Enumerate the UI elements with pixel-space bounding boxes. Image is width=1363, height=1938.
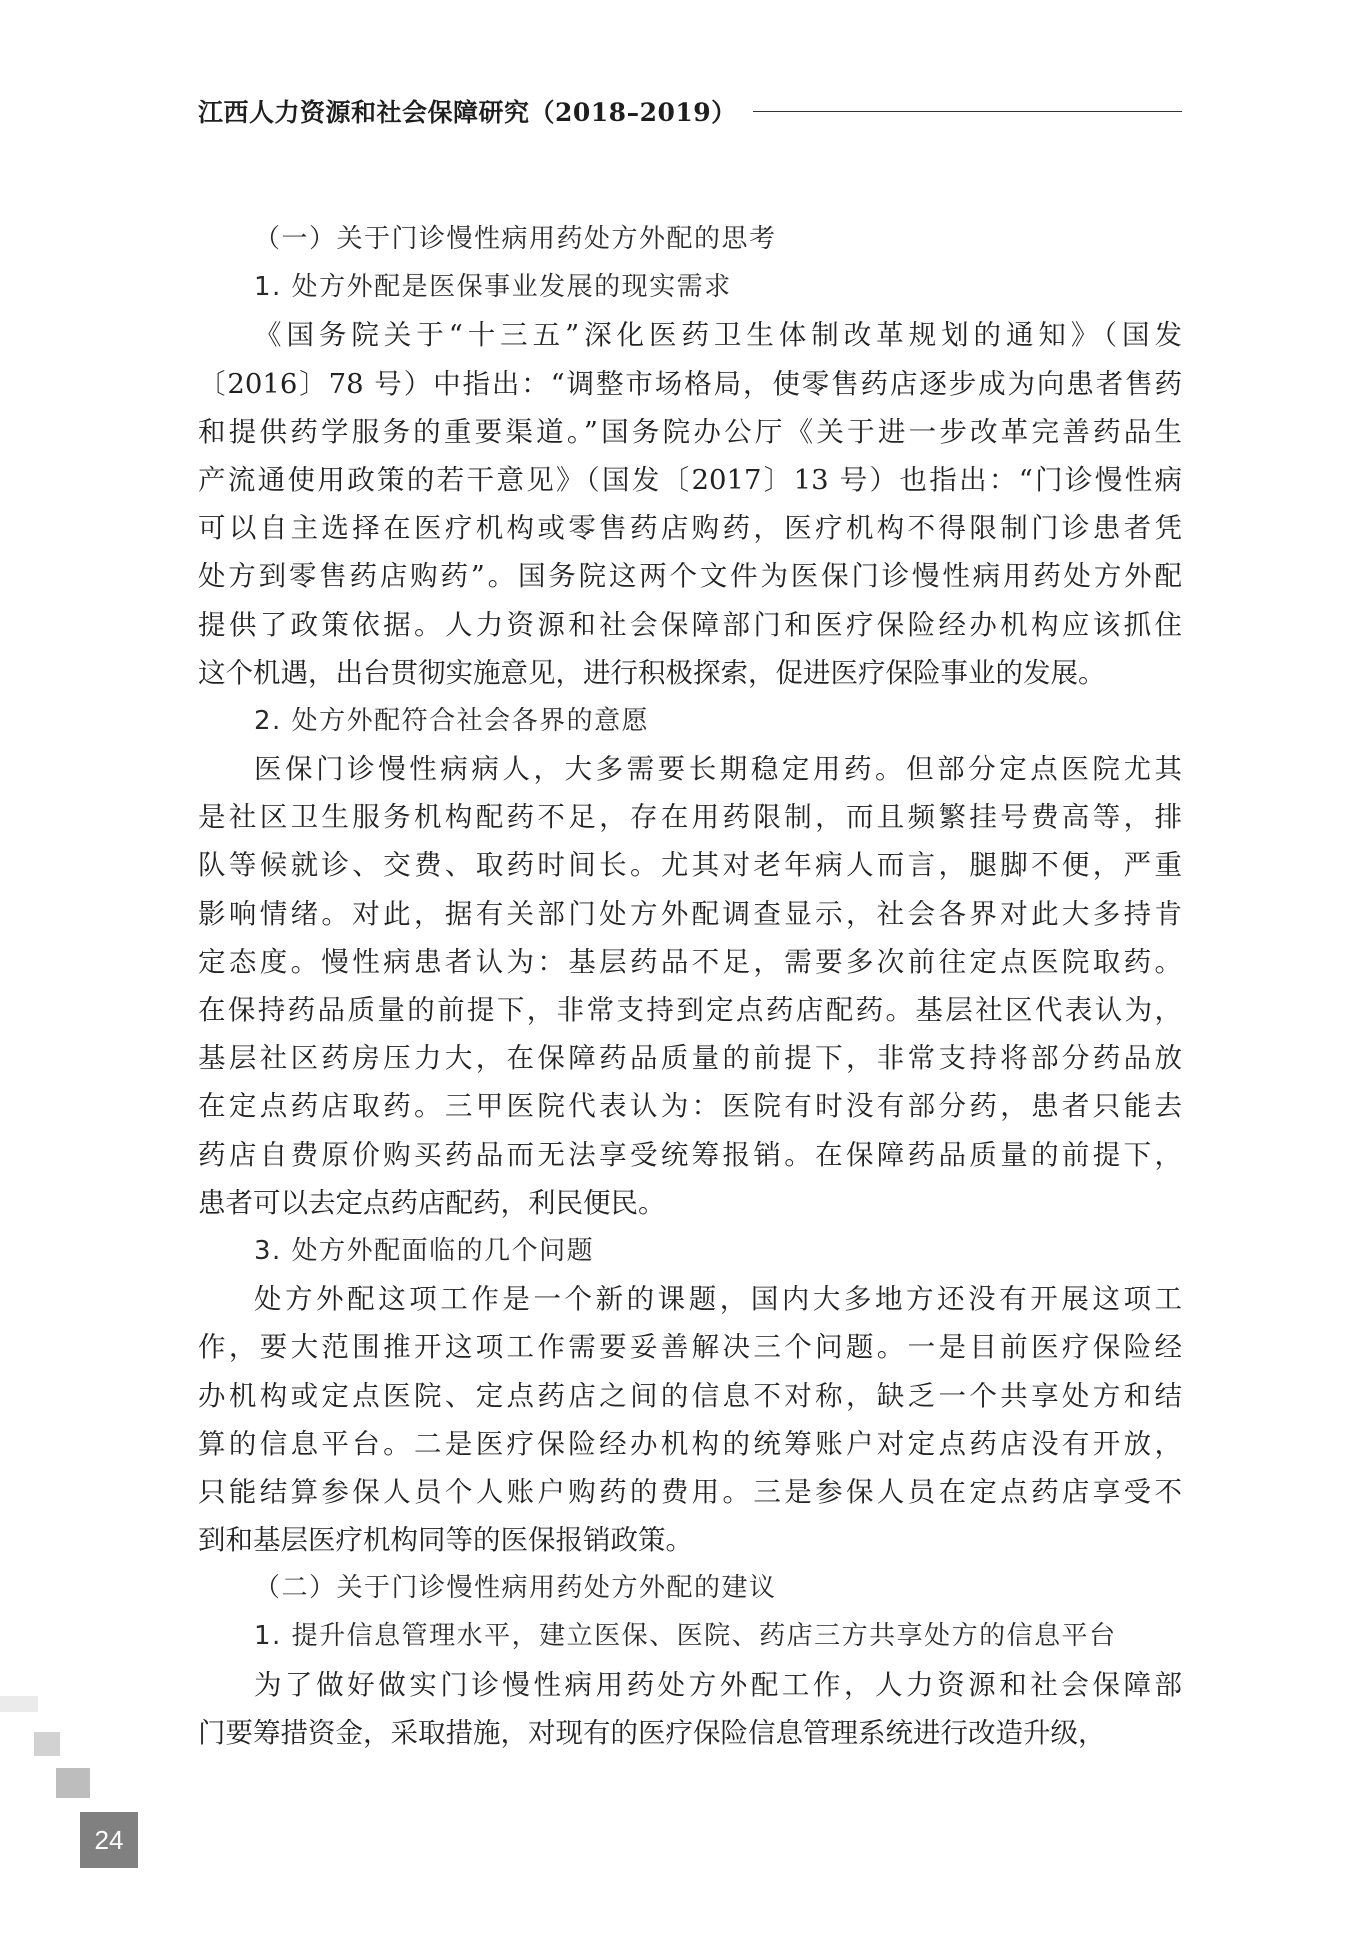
section-heading [198, 697, 1182, 745]
section-heading [198, 263, 1182, 311]
text-line: 为了做好做实门诊慢性病用药处方外配工作，人力资源和社会保障部 [254, 1668, 1182, 1701]
text-line: 3. 处方外配面临的几个问题 [254, 1235, 595, 1266]
text-line: 2. 处方外配符合社会各界的意愿 [254, 705, 650, 736]
text-line: 1. 提升信息管理水平，建立医保、医院、药店三方共享处方的信息平台 [254, 1621, 1117, 1652]
text-line: 队等候就诊、交费、取药时间长。尤其对老年病人而言，腿脚不便，严重 [198, 849, 1182, 882]
page-body [198, 215, 1182, 1757]
text-line: 是社区卫生服务机构配药不足，存在用药限制，而且频繁挂号费高等，排 [198, 801, 1182, 834]
section-heading [198, 1564, 1182, 1612]
running-header [198, 90, 1182, 132]
text-line: 药店自费原价购买药品而无法享受统筹报销。在保障药品质量的前提下， [198, 1138, 1182, 1171]
text-line: （二）关于门诊慢性病用药处方外配的建议 [254, 1573, 777, 1604]
text-line: 作，要大范围推开这项工作需要妥善解决三个问题。一是目前医疗保险经 [198, 1331, 1182, 1364]
body-paragraph [198, 1275, 1182, 1564]
text-line: 《国务院关于“十三五”深化医药卫生体制改革规划的通知》（国发 [254, 319, 1182, 352]
text-line: 产流通使用政策的若干意见》（国发〔2017〕13 号）也指出：“门诊慢性病 [198, 463, 1182, 496]
section-heading [198, 1227, 1182, 1275]
text-line: 1. 处方外配是医保事业发展的现实需求 [254, 272, 732, 303]
text-line: 门要筹措资金，采取措施，对现有的医疗保险信息管理系统进行改造升级， [198, 1716, 1106, 1749]
text-line: 到和基层医疗机构同等的医保报销政策。 [198, 1524, 693, 1557]
text-line: 基层社区药房压力大，在保障药品质量的前提下，非常支持将部分药品放 [198, 1042, 1182, 1075]
text-line: 处方到零售药店购药”。国务院这两个文件为医保门诊慢性病用药处方外配 [198, 560, 1182, 593]
decorative-square [56, 1768, 90, 1798]
text-line: 这个机遇，出台贯彻实施意见，进行积极探索，促进医疗保险事业的发展。 [198, 656, 1106, 689]
decorative-square [34, 1732, 60, 1756]
text-line: 在保持药品质量的前提下，非常支持到定点药店配药。基层社区代表认为， [198, 994, 1182, 1026]
body-paragraph [198, 311, 1182, 697]
text-line: 影响情绪。对此，据有关部门处方外配调查显示，社会各界对此大多持肯 [198, 897, 1182, 930]
text-line: 在定点药店取药。三甲医院代表认为：医院有时没有部分药，患者只能去 [198, 1090, 1182, 1123]
book-title: 江西人力资源和社会保障研究（2018–2019） [198, 98, 737, 127]
text-line: 算的信息平台。二是医疗保险经办机构的统筹账户对定点药店没有开放， [198, 1427, 1182, 1460]
text-line: 提供了政策依据。人力资源和社会保障部门和医疗保险经办机构应该抓住 [198, 608, 1182, 641]
text-line: 和提供药学服务的重要渠道。”国务院办公厅《关于进一步改革完善药品生 [198, 415, 1182, 448]
section-heading [198, 1612, 1182, 1660]
section-heading [198, 215, 1182, 263]
text-line: 办机构或定点医院、定点药店之间的信息不对称，缺乏一个共享处方和结 [198, 1379, 1182, 1412]
body-paragraph [198, 1661, 1182, 1757]
text-line: 定态度。慢性病患者认为：基层药品不足，需要多次前往定点医院取药。 [198, 945, 1182, 978]
text-line: 患者可以去定点药店配药，利民便民。 [198, 1186, 666, 1219]
text-line: （一）关于门诊慢性病用药处方外配的思考 [254, 224, 777, 254]
header-rule [753, 111, 1182, 112]
text-line: 〔2016〕78 号）中指出：“调整市场格局，使零售药店逐步成为向患者售药 [198, 367, 1182, 400]
body-paragraph [198, 745, 1182, 1227]
text-line: 只能结算参保人员个人账户购药的费用。三是参保人员在定点药店享受不 [198, 1475, 1182, 1508]
text-line: 可以自主选择在医疗机构或零售药店购药，医疗机构不得限制门诊患者凭 [198, 512, 1182, 545]
page-number: 24 [80, 1812, 138, 1868]
decorative-square [0, 1696, 38, 1712]
text-line: 医保门诊慢性病病人，大多需要长期稳定用药。但部分定点医院尤其 [254, 753, 1182, 786]
text-line: 处方外配这项工作是一个新的课题，国内大多地方还没有开展这项工 [254, 1283, 1182, 1316]
